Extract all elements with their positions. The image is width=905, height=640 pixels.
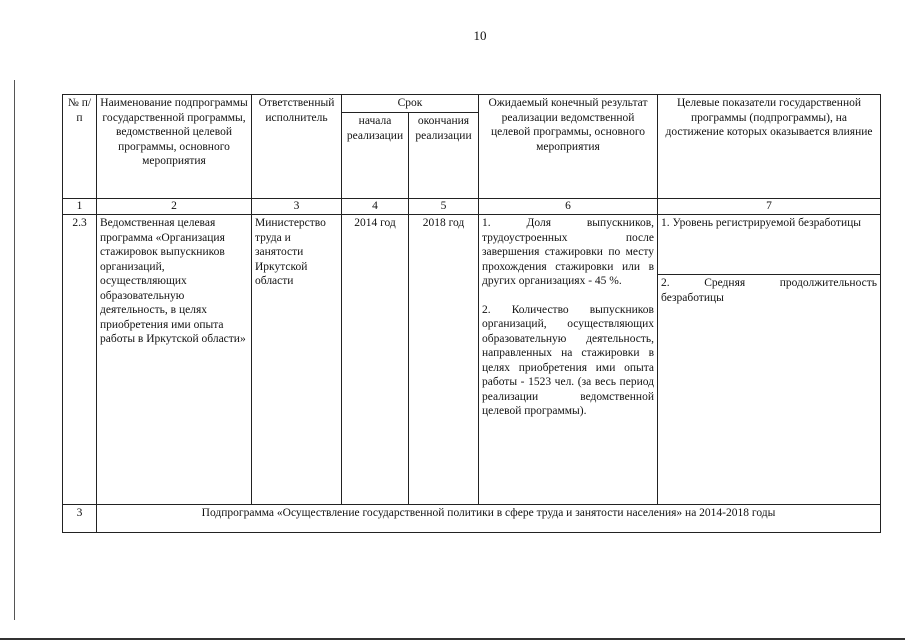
section-row — [63, 505, 881, 533]
column-number: 6 — [479, 199, 658, 215]
column-number: 3 — [252, 199, 342, 215]
row-start: 2014 год — [342, 215, 409, 505]
header-result: Ожидаемый конечный результат реализации ведомственной целевой программы, основного мероприятия — [479, 95, 658, 199]
header-term: Срок — [342, 95, 479, 113]
section-title: Подпрограмма «Осуществление государственной политики в сфере труда и занятости населения» на 2014-2018 годы — [97, 505, 881, 533]
header-indicators: Целевые показатели государственной программы (подпрограммы), на достижение которых оказывается влияние — [658, 95, 881, 199]
table-row — [63, 215, 881, 505]
column-number: 2 — [97, 199, 252, 215]
row-indicators — [658, 215, 881, 505]
column-number: 1 — [63, 199, 97, 215]
header-term-end: окончания реализации — [409, 113, 479, 199]
row-result — [479, 215, 658, 505]
column-number: 7 — [658, 199, 881, 215]
header-executor: Ответственный исполнитель — [252, 95, 342, 199]
result-item: 1. Доля выпускников, трудоустроенных после завершения стажировки по месту прохождения стажировки или в других организациях - 45 %. — [482, 217, 654, 287]
indicator-item: 1. Уровень регистрируемой безработицы — [661, 217, 861, 229]
program-table — [62, 94, 881, 533]
row-num: 2.3 — [63, 215, 97, 505]
result-item: 2. Количество выпускников организаций, осуществляющих образовательную деятельность, направленных на стажировки в целях приобретения ими опыта работы - 1523 чел. (за весь период реализации ведомственной целевой программы). — [482, 303, 654, 417]
row-name: Ведомственная целевая программа «Организация стажировок выпускников организаций, осуществляющих образовательную деятельность, в целях приобретения ими опыта работы в Иркутской области» — [97, 215, 252, 505]
column-number: 4 — [342, 199, 409, 215]
section-num: 3 — [63, 505, 97, 533]
header-term-start: начала реализации — [342, 113, 409, 199]
column-number: 5 — [409, 199, 479, 215]
header-name: Наименование подпрограммы государственной программы, ведомственной целевой программы, основного мероприятия — [97, 95, 252, 199]
indicator-item: 2. Средняя продолжительность безработицы — [658, 274, 880, 306]
row-executor: Министерство труда и занятости Иркутской области — [252, 215, 342, 505]
header-num: № п/п — [63, 95, 97, 199]
row-end: 2018 год — [409, 215, 479, 505]
scan-edge-line — [14, 80, 15, 620]
page-number: 10 — [473, 28, 487, 43]
